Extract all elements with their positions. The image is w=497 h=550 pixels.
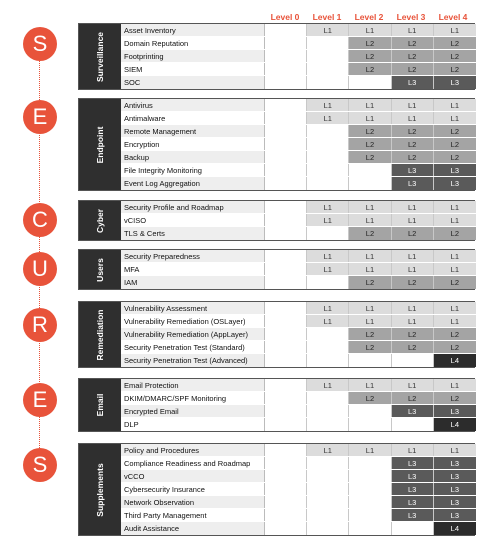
service-name: Remote Management bbox=[121, 125, 265, 137]
header-level-3: Level 3 bbox=[396, 12, 426, 22]
level-cell bbox=[349, 470, 391, 482]
level-cell: L3 bbox=[392, 457, 434, 469]
level-cell: L2 bbox=[434, 37, 476, 49]
level-cell bbox=[392, 354, 434, 367]
level-cell bbox=[307, 177, 349, 190]
header-level-4: Level 4 bbox=[438, 12, 468, 22]
level-cell bbox=[265, 201, 307, 213]
service-name: Policy and Procedures bbox=[121, 444, 265, 456]
table-row bbox=[121, 112, 476, 125]
level-cell: L1 bbox=[392, 24, 434, 36]
level-cell bbox=[265, 405, 307, 417]
level-cell bbox=[307, 50, 349, 62]
section-label-text: Email bbox=[95, 393, 105, 417]
level-cell: L1 bbox=[434, 315, 476, 327]
level-cell: L1 bbox=[349, 24, 391, 36]
letter-circle-s2: S bbox=[23, 448, 57, 482]
level-cell bbox=[307, 151, 349, 163]
level-cell: L2 bbox=[434, 138, 476, 150]
level-cell bbox=[349, 164, 391, 176]
table-row bbox=[121, 315, 476, 328]
section-endpoint bbox=[78, 98, 475, 191]
level-cell: L1 bbox=[307, 201, 349, 213]
service-name: Vulnerability Remediation (AppLayer) bbox=[121, 328, 265, 340]
level-cell: L1 bbox=[392, 379, 434, 391]
section-surveillance bbox=[78, 23, 475, 90]
level-cell bbox=[307, 405, 349, 417]
level-cell: L3 bbox=[392, 164, 434, 176]
section-label bbox=[79, 250, 121, 289]
level-cell bbox=[307, 227, 349, 240]
level-cell bbox=[349, 457, 391, 469]
level-cell bbox=[392, 522, 434, 535]
service-name: DKIM/DMARC/SPF Monitoring bbox=[121, 392, 265, 404]
level-cell: L2 bbox=[349, 276, 391, 289]
level-cell: L2 bbox=[392, 276, 434, 289]
level-cell bbox=[265, 315, 307, 327]
section-label-text: Supplements bbox=[95, 462, 105, 517]
level-cell: L1 bbox=[349, 201, 391, 213]
level-cell: L4 bbox=[434, 418, 476, 431]
table-row bbox=[121, 457, 476, 470]
section-label bbox=[79, 444, 121, 535]
level-cell bbox=[307, 354, 349, 367]
level-cell: L1 bbox=[434, 444, 476, 456]
level-cell: L1 bbox=[392, 263, 434, 275]
level-cell bbox=[265, 50, 307, 62]
letter-circle-c: C bbox=[23, 203, 57, 237]
level-cell: L3 bbox=[434, 405, 476, 417]
service-name: SIEM bbox=[121, 63, 265, 75]
service-name: Network Observation bbox=[121, 496, 265, 508]
level-cell bbox=[265, 151, 307, 163]
level-cell: L2 bbox=[434, 125, 476, 137]
level-cell: L2 bbox=[349, 138, 391, 150]
table-row bbox=[121, 227, 476, 240]
level-cell: L1 bbox=[349, 444, 391, 456]
level-cell bbox=[265, 227, 307, 240]
level-cell: L1 bbox=[349, 214, 391, 226]
level-cell: L2 bbox=[434, 328, 476, 340]
level-cell: L1 bbox=[307, 250, 349, 262]
level-cell: L3 bbox=[434, 164, 476, 176]
level-cell: L1 bbox=[392, 112, 434, 124]
level-cell bbox=[307, 418, 349, 431]
level-cell: L3 bbox=[392, 177, 434, 190]
service-name: Antivirus bbox=[121, 99, 265, 111]
level-cell bbox=[349, 418, 391, 431]
level-cell: L2 bbox=[349, 125, 391, 137]
level-cell: L1 bbox=[349, 99, 391, 111]
level-cell: L2 bbox=[349, 50, 391, 62]
level-cell bbox=[265, 457, 307, 469]
level-cell bbox=[265, 444, 307, 456]
section-label bbox=[79, 24, 121, 89]
service-name: File Integrity Monitoring bbox=[121, 164, 265, 176]
level-cell: L2 bbox=[434, 50, 476, 62]
level-cell bbox=[307, 483, 349, 495]
level-cell bbox=[307, 457, 349, 469]
section-rows bbox=[121, 379, 476, 431]
service-name: Email Protection bbox=[121, 379, 265, 391]
table-row bbox=[121, 444, 476, 457]
level-cell: L2 bbox=[349, 341, 391, 353]
level-cell: L3 bbox=[434, 470, 476, 482]
level-cell bbox=[265, 112, 307, 124]
section-label bbox=[79, 302, 121, 367]
service-name: Compliance Readiness and Roadmap bbox=[121, 457, 265, 469]
level-cell bbox=[349, 177, 391, 190]
level-cell: L1 bbox=[307, 315, 349, 327]
section-label bbox=[79, 99, 121, 190]
level-cell: L2 bbox=[434, 392, 476, 404]
level-cell: L2 bbox=[434, 63, 476, 75]
service-name: Security Penetration Test (Advanced) bbox=[121, 354, 265, 367]
service-name: Encrypted Email bbox=[121, 405, 265, 417]
service-name: Audit Assistance bbox=[121, 522, 265, 535]
level-cell: L1 bbox=[434, 99, 476, 111]
level-cell bbox=[265, 354, 307, 367]
level-cell: L1 bbox=[349, 112, 391, 124]
service-name: Encryption bbox=[121, 138, 265, 150]
table-row bbox=[121, 379, 476, 392]
service-name: Third Party Management bbox=[121, 509, 265, 521]
table-row bbox=[121, 496, 476, 509]
level-cell bbox=[265, 125, 307, 137]
level-cell bbox=[265, 509, 307, 521]
service-name: vCCO bbox=[121, 470, 265, 482]
level-cell: L1 bbox=[349, 263, 391, 275]
level-cell: L2 bbox=[349, 227, 391, 240]
level-cell: L1 bbox=[392, 302, 434, 314]
section-rows bbox=[121, 250, 476, 289]
level-cell bbox=[265, 76, 307, 89]
level-cell bbox=[349, 76, 391, 89]
table-row bbox=[121, 354, 476, 367]
letter-circle-s1: S bbox=[23, 27, 57, 61]
level-cell: L2 bbox=[349, 151, 391, 163]
level-cell bbox=[265, 177, 307, 190]
level-cell: L1 bbox=[392, 214, 434, 226]
service-name: DLP bbox=[121, 418, 265, 431]
table-row bbox=[121, 341, 476, 354]
level-cell bbox=[349, 509, 391, 521]
level-cell bbox=[307, 138, 349, 150]
table-row bbox=[121, 76, 476, 89]
table-row bbox=[121, 405, 476, 418]
level-cell: L1 bbox=[307, 112, 349, 124]
section-label-text: Surveillance bbox=[95, 31, 105, 82]
level-cell: L3 bbox=[392, 405, 434, 417]
level-cell: L1 bbox=[434, 214, 476, 226]
level-cell bbox=[307, 37, 349, 49]
level-cell bbox=[349, 496, 391, 508]
level-cell: L3 bbox=[434, 483, 476, 495]
level-cell bbox=[307, 63, 349, 75]
section-rows bbox=[121, 24, 476, 89]
section-rows bbox=[121, 302, 476, 367]
level-cell: L2 bbox=[434, 151, 476, 163]
level-cell: L2 bbox=[434, 276, 476, 289]
level-cell: L1 bbox=[307, 379, 349, 391]
level-cell: L2 bbox=[349, 37, 391, 49]
section-cyber bbox=[78, 200, 475, 241]
level-cell bbox=[265, 37, 307, 49]
section-label bbox=[79, 379, 121, 431]
service-name: Cybersecurity Insurance bbox=[121, 483, 265, 495]
level-cell: L1 bbox=[307, 263, 349, 275]
level-cell: L2 bbox=[392, 227, 434, 240]
level-cell bbox=[349, 483, 391, 495]
section-label-text: Remediation bbox=[95, 308, 105, 361]
section-email bbox=[78, 378, 475, 432]
level-cell: L3 bbox=[392, 470, 434, 482]
level-cell: L4 bbox=[434, 522, 476, 535]
level-cell: L2 bbox=[392, 37, 434, 49]
level-cell bbox=[265, 496, 307, 508]
service-name: Security Penetration Test (Standard) bbox=[121, 341, 265, 353]
level-cell bbox=[265, 341, 307, 353]
level-cell: L1 bbox=[349, 302, 391, 314]
service-name: Asset Inventory bbox=[121, 24, 265, 36]
section-rows bbox=[121, 444, 476, 535]
level-cell: L4 bbox=[434, 354, 476, 367]
level-cell bbox=[349, 354, 391, 367]
service-name: MFA bbox=[121, 263, 265, 275]
section-rows bbox=[121, 99, 476, 190]
table-row bbox=[121, 164, 476, 177]
level-cell bbox=[307, 496, 349, 508]
table-row bbox=[121, 125, 476, 138]
section-label-text: Users bbox=[95, 257, 105, 282]
table-row bbox=[121, 177, 476, 190]
section-supplements bbox=[78, 443, 475, 536]
level-cell: L3 bbox=[434, 76, 476, 89]
level-cell bbox=[307, 522, 349, 535]
level-cell bbox=[265, 392, 307, 404]
letter-circle-e2: E bbox=[23, 383, 57, 417]
level-cell bbox=[265, 328, 307, 340]
level-cell bbox=[307, 392, 349, 404]
level-cell: L1 bbox=[392, 201, 434, 213]
table-row bbox=[121, 201, 476, 214]
level-cell: L1 bbox=[392, 444, 434, 456]
table-row bbox=[121, 214, 476, 227]
table-row bbox=[121, 276, 476, 289]
level-cell bbox=[265, 99, 307, 111]
level-cell: L2 bbox=[349, 328, 391, 340]
level-cell: L1 bbox=[349, 315, 391, 327]
level-cell: L1 bbox=[307, 302, 349, 314]
level-cell: L2 bbox=[392, 328, 434, 340]
level-cell bbox=[265, 276, 307, 289]
table-row bbox=[121, 151, 476, 164]
header-level-2: Level 2 bbox=[354, 12, 384, 22]
level-cell bbox=[307, 76, 349, 89]
level-cell: L3 bbox=[434, 177, 476, 190]
letter-circle-u: U bbox=[23, 252, 57, 286]
level-cell: L2 bbox=[392, 50, 434, 62]
service-name: Domain Reputation bbox=[121, 37, 265, 49]
level-cell: L3 bbox=[434, 496, 476, 508]
level-cell bbox=[307, 509, 349, 521]
level-cell: L1 bbox=[434, 112, 476, 124]
letter-circle-r: R bbox=[23, 308, 57, 342]
level-cell: L1 bbox=[434, 250, 476, 262]
service-name: Security Profile and Roadmap bbox=[121, 201, 265, 213]
level-cell: L2 bbox=[392, 341, 434, 353]
level-cell bbox=[307, 470, 349, 482]
letter-circle-e1: E bbox=[23, 100, 57, 134]
level-cell: L3 bbox=[434, 509, 476, 521]
level-cell bbox=[307, 341, 349, 353]
level-cell bbox=[307, 125, 349, 137]
level-cell bbox=[265, 470, 307, 482]
level-cell: L1 bbox=[307, 444, 349, 456]
level-cell bbox=[265, 379, 307, 391]
level-cell: L3 bbox=[434, 457, 476, 469]
service-name: Antimalware bbox=[121, 112, 265, 124]
level-cell bbox=[265, 250, 307, 262]
table-row bbox=[121, 50, 476, 63]
level-cell: L1 bbox=[349, 250, 391, 262]
level-cell bbox=[265, 164, 307, 176]
section-label-text: Cyber bbox=[95, 208, 105, 233]
table-row bbox=[121, 509, 476, 522]
table-row bbox=[121, 99, 476, 112]
table-row bbox=[121, 302, 476, 315]
section-label-text: Endpoint bbox=[95, 126, 105, 163]
table-row bbox=[121, 483, 476, 496]
level-cell: L1 bbox=[434, 201, 476, 213]
table-row bbox=[121, 263, 476, 276]
level-cell bbox=[307, 164, 349, 176]
table-row bbox=[121, 63, 476, 76]
service-name: SOC bbox=[121, 76, 265, 89]
level-cell bbox=[265, 24, 307, 36]
level-cell: L2 bbox=[349, 392, 391, 404]
level-cell: L1 bbox=[434, 379, 476, 391]
service-name: TLS & Certs bbox=[121, 227, 265, 240]
table-row bbox=[121, 470, 476, 483]
level-cell: L2 bbox=[434, 227, 476, 240]
level-cell: L1 bbox=[434, 24, 476, 36]
section-remediation bbox=[78, 301, 475, 368]
level-cell: L3 bbox=[392, 509, 434, 521]
table-row bbox=[121, 24, 476, 37]
service-name: Security Preparedness bbox=[121, 250, 265, 262]
level-cell bbox=[265, 302, 307, 314]
table-row bbox=[121, 37, 476, 50]
level-cell: L2 bbox=[392, 151, 434, 163]
service-name: Vulnerability Assessment bbox=[121, 302, 265, 314]
table-row bbox=[121, 418, 476, 431]
service-name: Event Log Aggregation bbox=[121, 177, 265, 190]
service-name: Vulnerability Remediation (OSLayer) bbox=[121, 315, 265, 327]
level-cell: L1 bbox=[307, 99, 349, 111]
level-cell: L1 bbox=[349, 379, 391, 391]
level-cell: L2 bbox=[349, 63, 391, 75]
table-row bbox=[121, 522, 476, 535]
level-cell bbox=[265, 63, 307, 75]
level-cell: L3 bbox=[392, 496, 434, 508]
level-cell bbox=[265, 483, 307, 495]
level-cell: L1 bbox=[307, 24, 349, 36]
level-cell: L2 bbox=[434, 341, 476, 353]
level-cell bbox=[265, 418, 307, 431]
level-cell bbox=[392, 418, 434, 431]
section-rows bbox=[121, 201, 476, 240]
level-cell: L3 bbox=[392, 76, 434, 89]
level-cell bbox=[265, 522, 307, 535]
level-cell bbox=[307, 328, 349, 340]
level-cell bbox=[265, 214, 307, 226]
level-cell bbox=[307, 276, 349, 289]
level-cell: L1 bbox=[392, 99, 434, 111]
level-cell: L1 bbox=[434, 263, 476, 275]
level-cell bbox=[349, 405, 391, 417]
level-cell bbox=[349, 522, 391, 535]
level-cell bbox=[265, 263, 307, 275]
table-row bbox=[121, 138, 476, 151]
level-cell: L3 bbox=[392, 483, 434, 495]
table-row bbox=[121, 250, 476, 263]
service-name: Backup bbox=[121, 151, 265, 163]
service-name: vCISO bbox=[121, 214, 265, 226]
header-level-0: Level 0 bbox=[270, 12, 300, 22]
level-cell: L1 bbox=[434, 302, 476, 314]
level-cell: L2 bbox=[392, 125, 434, 137]
level-cell: L2 bbox=[392, 392, 434, 404]
level-cell: L2 bbox=[392, 138, 434, 150]
level-cell: L1 bbox=[392, 250, 434, 262]
level-cell: L2 bbox=[392, 63, 434, 75]
level-cell bbox=[265, 138, 307, 150]
header-level-1: Level 1 bbox=[312, 12, 342, 22]
section-users bbox=[78, 249, 475, 290]
section-label bbox=[79, 201, 121, 240]
table-row bbox=[121, 328, 476, 341]
service-name: Footprinting bbox=[121, 50, 265, 62]
table-row bbox=[121, 392, 476, 405]
level-cell: L1 bbox=[307, 214, 349, 226]
service-name: IAM bbox=[121, 276, 265, 289]
level-cell: L1 bbox=[392, 315, 434, 327]
